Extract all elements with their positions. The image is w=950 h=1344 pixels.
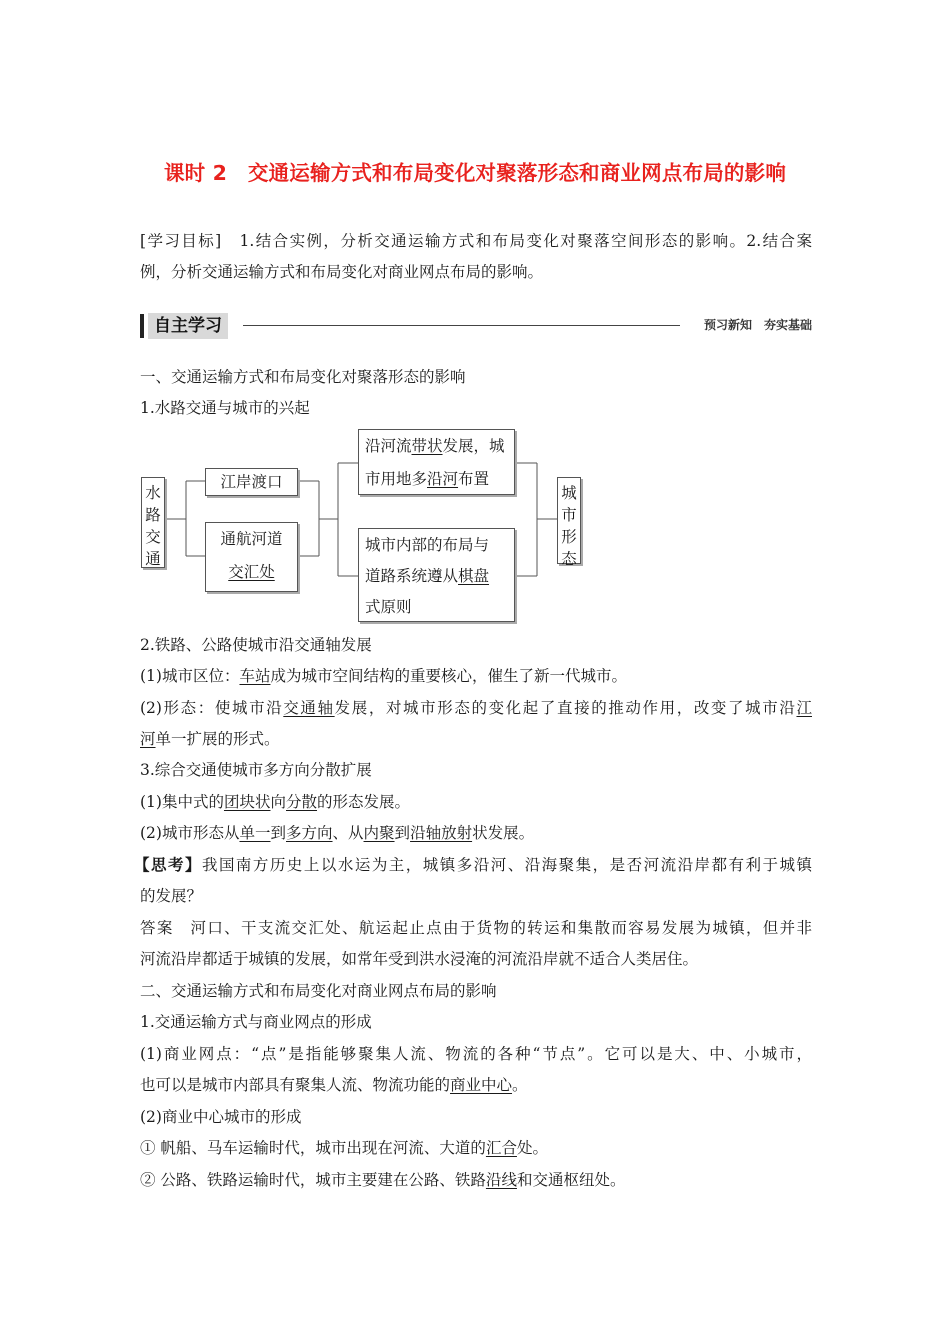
think-answer: 答案 河口、干支流交汇处、航运起止点由于货物的转运和集散而容易发展为城镇，但并非 xyxy=(140,919,812,937)
part1-heading: 一、交通运输方式和布局变化对聚落形态的影响 xyxy=(140,368,466,386)
part3-c1: ① 帆船、马车运输时代，城市出现在河流、大道的汇合处。 xyxy=(140,1139,548,1157)
part3-c2: ② 公路、铁路运输时代，城市主要建在公路、铁路沿线和交通枢纽处。 xyxy=(140,1171,626,1189)
objectives-label: [学习目标] xyxy=(140,232,222,250)
part3-p1: (1)商业网点：“点”是指能够聚集人流、物流的各种“节点”。它可以是大、中、小城市， xyxy=(140,1045,812,1063)
part1-sub1: 1.水路交通与城市的兴起 xyxy=(140,399,310,417)
part2-sub3: 3.综合交通使城市多方向分散扩展 xyxy=(140,761,372,779)
page-title: 课时 2 交通运输方式和布局变化对聚落形态和商业网点布局的影响 xyxy=(163,161,787,185)
part2-p1: (1)城市区位：车站成为城市空间结构的重要核心，催生了新一代城市。 xyxy=(140,667,627,685)
think-label: 【思考】 xyxy=(134,856,202,874)
part2-p2: (2)形态：使城市沿交通轴发展，对城市形态的变化起了直接的推动作用，改变了城市沿江 xyxy=(140,699,812,717)
objectives-line-1: [学习目标] 1.结合实例，分析交通运输方式和布局变化对聚落空间形态的影响。2.结合案 xyxy=(140,232,812,250)
answer-label: 答案 xyxy=(140,919,174,937)
diagram-confluence: 通航河道 交汇处 xyxy=(205,522,298,592)
diagram-grid-layout: 城市内部的布局与 道路系统遵从棋盘 式原则 xyxy=(358,528,515,622)
diagram-ferry: 江岸渡口 xyxy=(205,468,298,496)
part2-p2-cont: 河单一扩展的形式。 xyxy=(140,730,280,748)
part2-p3: (1)集中式的团块状向分散的形态发展。 xyxy=(140,793,411,811)
think-question-cont: 的发展？ xyxy=(140,887,203,905)
diagram-belt-development: 沿河流带状发展，城 市用地多沿河布置 xyxy=(358,429,515,495)
section-title: 自主学习 xyxy=(148,313,228,339)
part3-sub1: 1.交通运输方式与商业网点的形成 xyxy=(140,1013,372,1031)
part3-heading: 二、交通运输方式和布局变化对商业网点布局的影响 xyxy=(140,982,497,1000)
think-answer-cont: 河流沿岸都适于城镇的发展，如常年受到洪水浸淹的河流沿岸就不适合人类居住。 xyxy=(140,950,699,968)
think-question: 【思考】我国南方历史上以水运为主，城镇多沿河、沿海聚集，是否河流沿岸都有利于城镇 xyxy=(134,856,812,874)
part3-sub2: (2)商业中心城市的形成 xyxy=(140,1108,302,1126)
diagram-water-transport: 水 路 交 通 xyxy=(141,477,165,568)
part2-p4: (2)城市形态从单一到多方向、从内聚到沿轴放射状发展。 xyxy=(140,824,535,842)
objectives-line-2: 例，分析交通运输方式和布局变化对商业网点布局的影响。 xyxy=(140,263,544,281)
part3-p2: 也可以是城市内部具有聚集人流、物流功能的商业中心。 xyxy=(140,1076,528,1094)
section-tagline: 预习新知 夯实基础 xyxy=(703,318,812,332)
part2-sub2: 2.铁路、公路使城市沿交通轴发展 xyxy=(140,636,372,654)
diagram-city-form: 城 市 形 态 xyxy=(557,477,581,564)
